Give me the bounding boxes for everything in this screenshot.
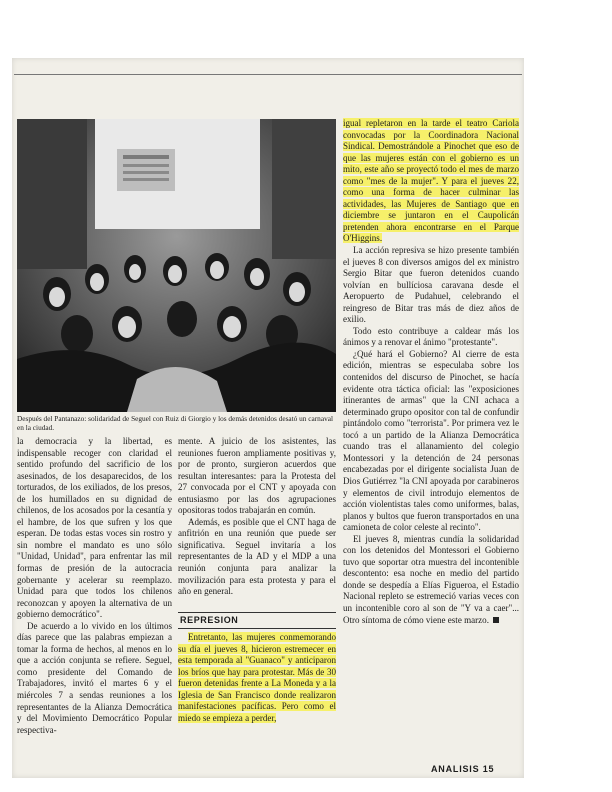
column-2-lower xyxy=(178,632,336,724)
end-mark-icon xyxy=(493,617,499,623)
section-title: REPRESION xyxy=(180,615,239,625)
crowd-photo xyxy=(17,119,336,412)
heading-rule-top xyxy=(178,612,336,613)
paragraph: De acuerdo a lo vivido en los últimos días parece que las palabras empiezan a tomar la forma de hechos, al menos en lo que a acción conjunta se refiere. Seguel, como presidente del Comando de Trabajadores, invitó el martes 6 y el miércoles 7 a sendas reuniones a los representantes de la Alianza Democrática y del Movimiento Democrático Popular respectiva- xyxy=(17,620,172,735)
paragraph: ¿Qué hará el Gobierno? Al cierre de esta edición, mientras se especulaba sobre los contenidos del discurso de Pinochet, se hacía evidente otra táctica oficial: las "exposiciones itinerantes de armas" que la CNI achaca a determinado grupo opositor con tal de confundir pintándolo como "terrorista". Por primera vez le tocó a un partido de la Alianza Democrática cuando tras el allanamiento del colegio Montessori y la detención de 24 personas encabezadas por el dirigente socialista Juan de Dios Gutiérrez "la CNI apoyada por carabineros y elementos de civil introdujo elementos de acción violentistas tales como uniformes, balas, planos y bultos que fueron transportados en una camioneta de color celeste al recinto". xyxy=(343,348,519,533)
top-rule xyxy=(14,74,522,75)
paragraph: Todo esto contribuye a caldear más los ánimos y a renovar el ánimo "protestante". xyxy=(343,325,519,348)
paragraph: La acción represiva se hizo presente también el jueves 8 con diversos amigos del ex ministro Sergio Bitar que fueron detenidos cuando volvían en bullíciosa caravana desde el Aeropuerto de Pudahuel, celebrando el reingreso de Bitar tras más de diez años de exilio. xyxy=(343,245,519,325)
column-3 xyxy=(343,118,519,626)
highlighted-text: igual repletaron en la tarde el teatro Cariola convocadas por la Coordinadora Nacional Sindical. Demostrándole a Pinochet que eso de que las mujeres están con el gobierno es un mito, este año se proyectó todo el mes de marzo como "mes de la mujer". Y para el jueves 22, como una forma de hacer culminar las actividades, las Mujeres de Santiago que en diciembre se juntaron en el Caupolicán pretenden ahora encontrarse en el Parque O'Higgins. xyxy=(343,118,519,244)
highlighted-text: Entretanto, las mujeres conmemorando su día el jueves 8, hicieron estremecer en esta temporada al "Guanaco" y anticiparon los bríos que hay para protestar. Más de 30 fueron detenidas frente a La Moneda y a la Iglesia de San Francisco donde realizaron manifestaciones pacíficas. Pero como el miedo se empieza a perder, xyxy=(178,632,336,723)
section-heading xyxy=(178,612,336,629)
crowd-photo-image xyxy=(17,119,336,412)
heading-rule-bottom xyxy=(178,628,336,629)
paragraph: Además, es posible que el CNT haga de anfitrión en una reunión que puede ser significativa. Seguel invitaría a los representantes de la AD y el MDP a una reunión conjunta para analizar la movilización para esta protesta y para el año en general. xyxy=(178,516,336,597)
column-1 xyxy=(17,436,172,736)
column-2 xyxy=(178,436,336,598)
paragraph: El jueves 8, mientras cundía la solidaridad con los detenidos del Montessori el Gobierno tuvo que soportar otra muestra del incontenible descontento: esa noche en medio del partido donde se despedía a Elías Figueroa, el Estadio Nacional repleto se estremeció varias veces con un incontenible coro al son de "Y va a caer"... Otro síntoma de cómo viene este marzo. xyxy=(343,533,519,625)
paragraph: mente. A juicio de los asistentes, las reuniones fueron ampliamente positivas y, por de pronto, surgieron acuerdos que resultan interesantes: para la Protesta del 27 convocada por el CNT y apoyada con entusiasmo por las dos agrupaciones opositoras todos trabajarán en común. xyxy=(178,436,336,516)
paragraph: la democracia y la libertad, es indispensable recoger con claridad el sentido profundo del sacrificio de los asesinados, de los desaparecidos, de los torturados, de los exiliados, de los presos, de los humillados en su dignidad de chilenos, de los acosados por la cesantía y el hambre, de los que sufren y los que esperan. De todas estas voces sin rostro y sin nombre el mandato es uno sólo "Unidad, Unidad", para enfrentar las mil formas de presión de la autocracia gobernante y acelerar su reemplazo. Unidad para que todos los chilenos reconozcan y apoyen la alternativa de un gobierno democrático". xyxy=(17,436,172,620)
photo-caption: Después del Pantanazo: solidaridad de Seguel con Ruiz di Giorgio y los demás detenidos desató un carnaval en la ciudad. xyxy=(17,414,333,433)
page-footer: ANALISIS 15 xyxy=(431,764,495,774)
